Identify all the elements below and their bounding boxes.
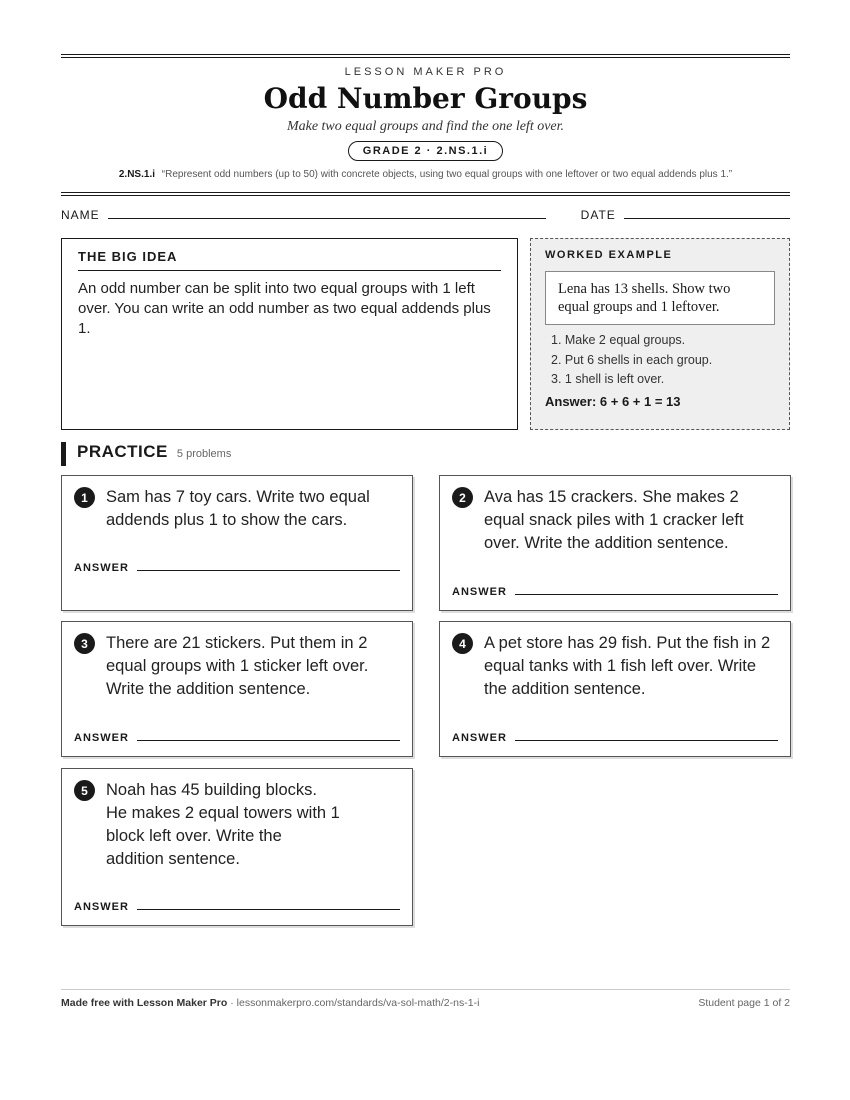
answer-label: ANSWER	[74, 732, 129, 744]
worksheet-header	[61, 58, 790, 180]
name-label: NAME	[61, 208, 100, 222]
worked-example-problem: Lena has 13 shells. Show two equal groups and 1 leftover.	[545, 271, 775, 325]
brand-name: LESSON MAKER PRO	[344, 66, 507, 78]
worksheet-subtitle: Make two equal groups and find the one left over.	[286, 119, 565, 134]
name-field[interactable]	[108, 218, 546, 219]
problem-card-5	[61, 768, 413, 926]
answer-row	[74, 562, 400, 574]
worked-step: 3. 1 shell is left over.	[551, 372, 665, 386]
worked-example-box	[530, 238, 790, 430]
worksheet-title: Odd Number Groups	[263, 82, 588, 115]
footer-url[interactable]: · lessonmakerpro.com/standards/va-sol-math/2-ns-1-i	[227, 997, 480, 1009]
problem-card-1	[61, 475, 413, 611]
answer-row	[452, 732, 778, 744]
problem-text: A pet store has 29 fish. Put the fish in 2 equal tanks with 1 fish left over. Write the addition sentence.	[484, 634, 771, 698]
name-date-row	[61, 208, 790, 222]
big-idea-box	[61, 238, 518, 430]
answer-label: ANSWER	[74, 901, 129, 913]
worked-step: 2. Put 6 shells in each group.	[551, 352, 713, 367]
standard-line	[61, 169, 790, 180]
problem-text: There are 21 stickers. Put them in 2 equal groups with 1 sticker left over. Write the addition sentence.	[106, 634, 369, 698]
answer-label: ANSWER	[74, 562, 129, 574]
date-field[interactable]	[624, 218, 790, 219]
footer-made-with: Made free with Lesson Maker Pro	[61, 997, 228, 1009]
problem-card-3	[61, 621, 413, 757]
worksheet-page	[61, 54, 790, 935]
problem-card-2	[439, 475, 791, 611]
worked-example-heading: WORKED EXAMPLE	[545, 249, 673, 261]
problem-text: Sam has 7 toy cars. Write two equal addends plus 1 to show the cars.	[106, 488, 370, 529]
worked-step: 1. Make 2 equal groups.	[551, 333, 686, 347]
problem-card-4	[439, 621, 791, 757]
big-idea-body: An odd number can be split into two equal groups with 1 left over. You can write an odd number as two equal addends plus 1.	[78, 280, 491, 337]
answer-field[interactable]	[515, 740, 778, 741]
standard-code: 2.NS.1.i	[118, 169, 156, 180]
practice-grid	[61, 475, 790, 935]
answer-row	[74, 732, 400, 744]
answer-field[interactable]	[137, 909, 400, 910]
problem-number-badge: 2	[452, 487, 473, 508]
problem-text: Ava has 15 crackers. She makes 2 equal snack piles with 1 cracker left over. Write the addition sentence.	[484, 488, 744, 552]
grade-badge: GRADE 2 · 2.NS.1.i	[348, 141, 503, 161]
answer-field[interactable]	[515, 594, 778, 595]
problem-number-badge: 1	[74, 487, 95, 508]
standard-text: “Represent odd numbers (up to 50) with concrete objects, using two equal groups with one leftover or two equal addends plus 1.”	[161, 169, 733, 180]
answer-field[interactable]	[137, 740, 400, 741]
answer-row	[452, 586, 778, 598]
problem-text: Noah has 45 building blocks. He makes 2 equal towers with 1 block left over. Write the addition sentence.	[106, 781, 340, 868]
intro-section	[61, 238, 790, 430]
practice-count: 5 problems	[176, 448, 232, 460]
answer-field[interactable]	[137, 570, 400, 571]
worked-example-steps	[545, 331, 775, 390]
problem-number-badge: 3	[74, 633, 95, 654]
date-label: DATE	[580, 208, 616, 222]
header-bottom-rule	[61, 192, 790, 196]
answer-label: ANSWER	[452, 732, 507, 744]
practice-heading: PRACTICE	[77, 442, 168, 461]
footer-page-number: Student page 1 of 2	[698, 997, 790, 1009]
answer-label: ANSWER	[452, 586, 507, 598]
problem-number-badge: 4	[452, 633, 473, 654]
worked-example-answer: Answer: 6 + 6 + 1 = 13	[545, 393, 681, 409]
answer-row	[74, 901, 400, 913]
big-idea-heading: THE BIG IDEA	[78, 249, 501, 271]
practice-header	[61, 442, 790, 466]
page-footer	[61, 989, 790, 1009]
problem-number-badge: 5	[74, 780, 95, 801]
